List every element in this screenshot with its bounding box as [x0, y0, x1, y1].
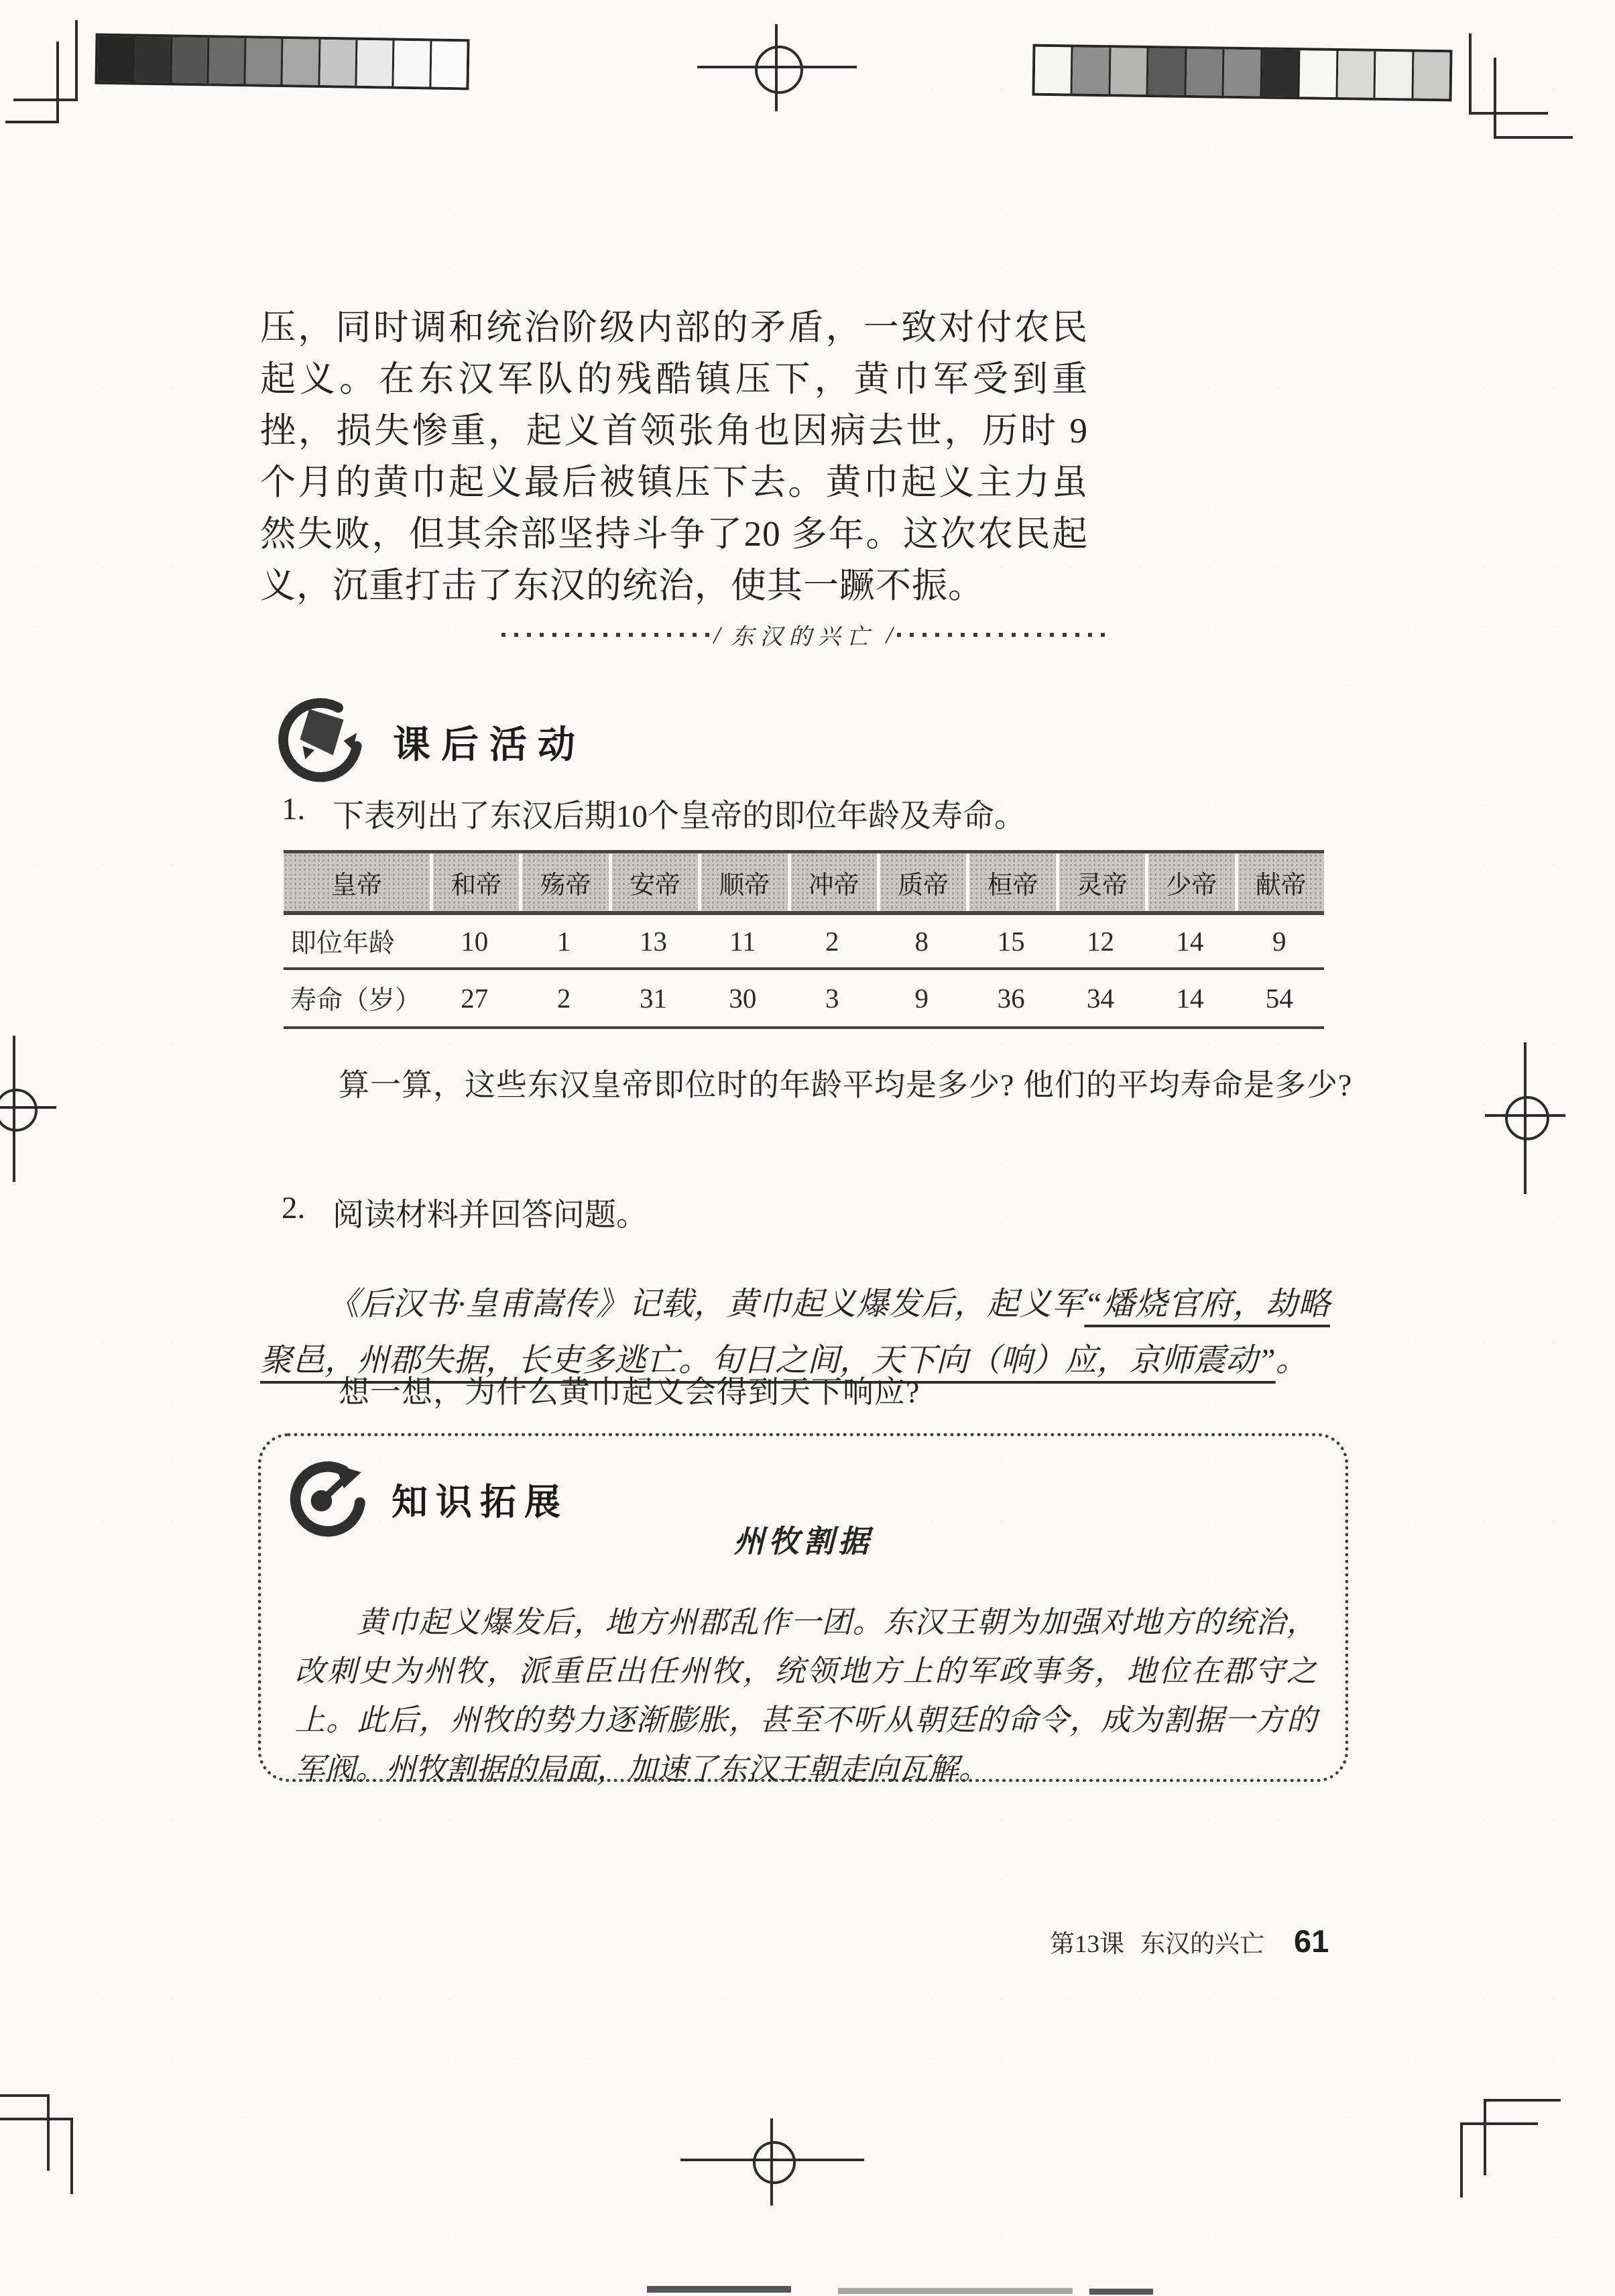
question-2: 想一想，为什么黄巾起义会得到天下响应?: [339, 1375, 920, 1409]
registration-corner-top-left: [13, 99, 78, 101]
registration-corner-bottom-left: [0, 2094, 50, 2097]
registration-crosshair-right: [1505, 1096, 1549, 1140]
item-text: 阅读材料并回答问题。: [333, 1198, 648, 1233]
table-cell: 2: [556, 983, 571, 1014]
footer-chapter: 东汉的兴亡: [1140, 1931, 1264, 1958]
registration-corner-top-left: [75, 20, 78, 101]
registration-corner-top-left: [56, 42, 59, 123]
table-cell: 34: [1086, 983, 1114, 1014]
divider-dotted-line: [897, 633, 1105, 637]
table-header-cell: 殇帝: [522, 853, 608, 911]
divider-dotted-line: [501, 633, 709, 637]
registration-crosshair-left: [0, 1106, 56, 1109]
table-header-cell: 顺帝: [701, 853, 787, 911]
registration-corner-top-right: [1494, 136, 1573, 139]
registration-corner-bottom-right: [1460, 2122, 1463, 2197]
table-header-cell: 安帝: [612, 853, 698, 911]
table-cell: 3: [825, 983, 839, 1014]
table-cell: 1: [556, 926, 571, 957]
registration-corner-bottom-right: [1484, 2099, 1486, 2175]
divider-slash: /: [713, 621, 721, 648]
knowledge-expansion-box: [258, 1433, 1348, 1786]
registration-crosshair-top: [775, 24, 778, 111]
knowledge-box-heading: 州牧割据: [733, 1524, 873, 1559]
table-cell: 9: [1272, 926, 1287, 957]
table-cell: 36: [997, 983, 1025, 1014]
table-cell: 31: [639, 983, 667, 1014]
knowledge-box-title: 知识拓展: [392, 1482, 569, 1522]
table-cell: 15: [997, 926, 1025, 957]
activity-item-1: [282, 791, 1327, 836]
item-number: 1.: [282, 792, 306, 827]
table-header-cell: 灵帝: [1059, 853, 1145, 911]
quoted-passage: “燔烧官府，劫略聚邑，州郡失据，长吏多逃亡。旬日之间，天下向（响）应，京师震动”: [260, 1286, 1330, 1378]
registration-corner-bottom-right: [1460, 2122, 1538, 2125]
table-header-cell: 献帝: [1238, 853, 1324, 911]
emperor-table: [284, 850, 1324, 1029]
item-text: 下表列出了东汉后期10个皇帝的即位年龄及寿命。: [333, 799, 1026, 834]
bottom-edge-bar-fragment: [838, 2288, 1073, 2294]
table-cell: 14: [1176, 926, 1204, 957]
registration-crosshair-right: [1524, 1042, 1527, 1194]
activity-item-2: [282, 1190, 1327, 1235]
registration-corner-bottom-left: [47, 2094, 50, 2171]
lead-paragraph: 压，同时调和统治阶级内部的矛盾，一致对付农民起义。在东汉军队的残酷镇压下，黄巾军受到重挫，损失惨重，起义首领张角也因病去世，历时 9 个月的黄巾起义最后被镇压下去。黄巾起义主力虽然失败，但其余部坚持斗争了20 多年。这次农民起义，沉重打击了东汉的统治，使其一蹶不振。: [260, 308, 1088, 605]
row-label: 寿命（岁）: [290, 986, 422, 1015]
quote-period: 。: [1275, 1343, 1308, 1378]
registration-corner-bottom-left: [0, 2118, 73, 2120]
table-cell: 13: [639, 926, 667, 957]
item-number: 2.: [282, 1191, 306, 1225]
registration-crosshair-left: [0, 1089, 38, 1132]
chapter-title-label: 东汉的兴亡: [731, 625, 876, 650]
question-1: 算一算，这些东汉皇帝即位时的年龄平均是多少? 他们的平均寿命是多少?: [339, 1068, 1353, 1102]
book-stamp-icon: [275, 696, 367, 788]
table-row-accession-age: [284, 915, 1324, 970]
grayscale-calibration-bar-right: [1032, 44, 1452, 102]
page-number: 61: [1294, 1923, 1329, 1959]
table-cell: 9: [914, 983, 929, 1014]
table-cell: 2: [825, 926, 839, 957]
knowledge-box-body: 黄巾起义爆发后，地方州郡乱作一团。东汉王朝为加强对地方的统治，改刺史为州牧，派重臣出任州牧，统领地方上的军政事务，地位在郡守之上。此后，州牧的势力逐渐膨胀，甚至不听从朝廷的命令，成为割据一方的军阀。州牧割据的局面，加速了东汉王朝走向瓦解。: [295, 1606, 1317, 1786]
registration-corner-top-right: [1469, 34, 1472, 115]
table-cell: 10: [461, 926, 489, 957]
table-cell: 27: [461, 983, 489, 1014]
table-row-lifespan: [284, 970, 1324, 1029]
quote-intro: 《后汉书·皇甫嵩传》记载，黄巾起义爆发后，起义军: [327, 1286, 1085, 1322]
table-header-cell: 冲帝: [791, 853, 877, 911]
activities-section-title: 课后活动: [393, 723, 586, 766]
table-header-cell: 桓帝: [969, 853, 1055, 911]
registration-corner-top-left: [5, 121, 59, 123]
table-cell: 30: [729, 983, 757, 1014]
table-cell: 54: [1265, 983, 1293, 1014]
registration-corner-bottom-left: [70, 2118, 73, 2194]
registration-crosshair-left: [13, 1036, 15, 1182]
table-header-cell: 皇帝: [284, 853, 430, 911]
divider-slash: /: [886, 621, 893, 648]
registration-corner-top-right: [1494, 58, 1496, 139]
registration-crosshair-top: [755, 46, 803, 94]
registration-corner-bottom-right: [1484, 2099, 1561, 2102]
grayscale-calibration-bar-left: [95, 34, 469, 90]
page-footer: [1050, 1923, 1329, 1959]
registration-crosshair-bottom: [770, 2118, 773, 2206]
table-cell: 11: [729, 926, 756, 957]
table-cell: 12: [1086, 926, 1114, 957]
table-cell: 8: [914, 926, 929, 957]
table-header-cell: 质帝: [880, 853, 966, 911]
registration-crosshair-bottom: [753, 2141, 796, 2184]
row-label: 即位年龄: [290, 929, 396, 958]
table-header-cell: 和帝: [433, 853, 519, 911]
table-header-cell: 少帝: [1148, 853, 1234, 911]
chapter-divider: [501, 618, 1105, 651]
bottom-edge-bar-fragment: [647, 2286, 791, 2293]
table-header-row: [284, 850, 1324, 915]
footer-lesson: 第13课: [1050, 1931, 1124, 1958]
bottom-edge-bar-fragment: [1089, 2289, 1153, 2295]
registration-corner-top-right: [1469, 112, 1548, 115]
table-cell: 14: [1176, 983, 1204, 1014]
activities-section-header: [275, 696, 586, 788]
